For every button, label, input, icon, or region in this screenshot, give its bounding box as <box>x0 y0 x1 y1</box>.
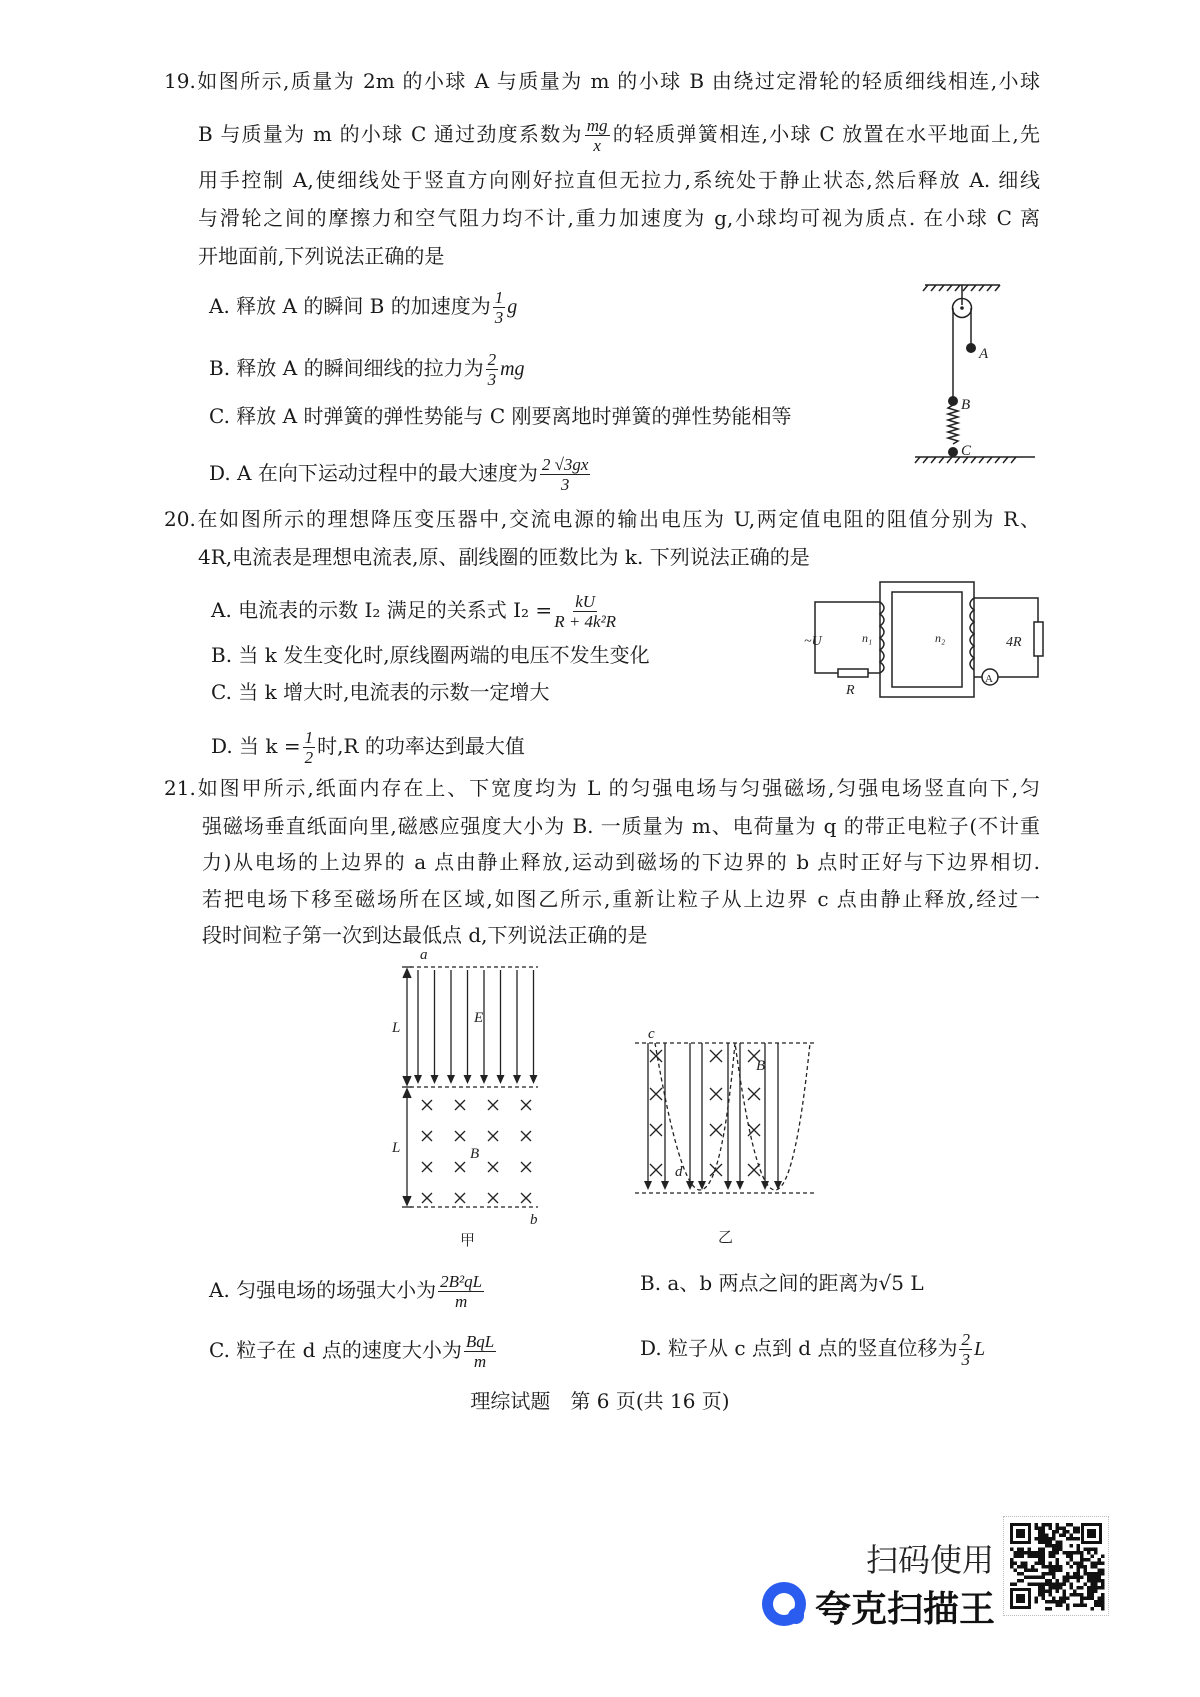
q21-line4: 若把电场下移至磁场所在区域,如图乙所示,重新让粒子从上边界 c 点由静止释放,经过一 <box>202 887 1040 911</box>
q19-option-d: D. A 在向下运动过程中的最大速度为 $\frac{2 √3gx}{3}$ <box>209 455 589 494</box>
arrowhead <box>530 1075 538 1084</box>
magnetic-cross <box>650 1124 662 1136</box>
svg-text:n₁: n₁ <box>862 631 873 645</box>
q20-option-a: A. 电流表的示数 I₂ 满足的关系式 I₂ = $\frac{kU}{\text{R + 4k²R}}$ <box>211 592 617 631</box>
qr-code-icon[interactable] <box>1003 1516 1109 1616</box>
q21-line5: 段时间粒子第一次到达最低点 d,下列说法正确的是 <box>202 923 648 947</box>
magnetic-cross <box>748 1088 760 1100</box>
arrowhead <box>736 1181 744 1190</box>
q21-option-a: A. 匀强电场的场强大小为 $\frac{\text{2B²qL}}{m}$ <box>209 1272 483 1311</box>
svg-text:c: c <box>648 1026 655 1042</box>
ball-b <box>948 396 958 406</box>
q19-option-b: B. 释放 A 的瞬间细线的拉力为 $\frac{2}{3}$ mg <box>209 350 525 389</box>
q20-transformer-circuit <box>804 580 1045 700</box>
q21-figure-jia <box>390 947 560 1250</box>
ammeter-icon: A <box>985 673 993 685</box>
arrowhead <box>480 1075 488 1084</box>
page-footer: 理综试题 第 6 页(共 16 页) <box>470 1389 730 1413</box>
svg-text:b: b <box>530 1212 538 1228</box>
svg-text:a: a <box>420 947 428 963</box>
svg-text:乙: 乙 <box>718 1228 734 1246</box>
q21-option-d: D. 粒子从 c 点到 d 点的竖直位移为 $\frac{2}{3}$ L <box>640 1330 986 1369</box>
scan-label: 扫码使用 <box>866 1541 995 1579</box>
fraction: $\frac{mg}{x}$ <box>586 116 608 155</box>
q21-line1: 21.如图甲所示,纸面内存在上、下宽度均为 L 的匀强电场与匀强磁场,匀强电场竖直向下,匀 <box>164 776 1040 800</box>
magnetic-cross <box>455 1131 465 1141</box>
svg-text:n₂: n₂ <box>935 631 946 645</box>
q20-option-d: D. 当 k = $\frac{1}{2}$ 时,R 的功率达到最大值 <box>211 728 525 767</box>
arrowhead <box>724 1181 732 1190</box>
magnetic-cross <box>521 1100 531 1110</box>
q20-line2: 4R,电流表是理想电流表,原、副线圈的匝数比为 k. 下列说法正确的是 <box>198 545 810 569</box>
magnetic-cross <box>650 1164 662 1176</box>
q19-line1: 19.如图所示,质量为 2m 的小球 A 与质量为 m 的小球 B 由绕过定滑轮的轻质细线相连,小球 <box>164 69 1040 93</box>
svg-text:~U: ~U <box>804 634 822 649</box>
arrowhead <box>513 1075 521 1084</box>
ball-a <box>966 343 976 353</box>
svg-text:R: R <box>846 683 855 698</box>
magnetic-cross <box>488 1131 498 1141</box>
arrowhead <box>661 1181 669 1190</box>
svg-text:B: B <box>756 1058 766 1074</box>
q20-line1: 20.在如图所示的理想降压变压器中,交流电源的输出电压为 U,两定值电阻的阻值分别为 R、 <box>164 507 1040 531</box>
magnetic-cross <box>748 1164 760 1176</box>
magnetic-cross <box>710 1088 722 1100</box>
magnetic-cross <box>521 1193 531 1203</box>
q21-line2: 强磁场垂直纸面向里,磁感应强度大小为 B. 一质量为 m、电荷量为 q 的带正电粒子(不计重 <box>202 814 1040 838</box>
magnetic-cross <box>422 1193 432 1203</box>
q19-line3: 用手控制 A,使细线处于竖直方向刚好拉直但无拉力,系统处于静止状态,然后释放 A. 细线 <box>198 168 1040 192</box>
magnetic-cross <box>710 1124 722 1136</box>
magnetic-cross <box>650 1088 662 1100</box>
arrowhead <box>464 1075 472 1084</box>
magnetic-cross <box>521 1162 531 1172</box>
q19-option-a: A. 释放 A 的瞬间 B 的加速度为 $\frac{1}{3}$ g <box>209 288 518 327</box>
svg-text:L: L <box>392 1020 401 1036</box>
q19-line4: 与滑轮之间的摩擦力和空气阻力均不计,重力加速度为 g,小球均可视为质点. 在小球 C 离 <box>198 206 1040 230</box>
arrowhead <box>774 1181 782 1190</box>
q21-figure-yi <box>630 1026 820 1250</box>
svg-text:B: B <box>470 1146 480 1162</box>
ball-c <box>948 447 958 457</box>
magnetic-cross <box>488 1162 498 1172</box>
svg-text:甲: 甲 <box>460 1231 476 1249</box>
brand-name: 夸克扫描王 <box>815 1589 996 1630</box>
magnetic-cross <box>710 1050 722 1062</box>
q19-option-c: C. 释放 A 时弹簧的弹性势能与 C 刚要离地时弹簧的弹性势能相等 <box>209 404 792 428</box>
magnetic-cross <box>422 1100 432 1110</box>
magnetic-cross <box>455 1162 465 1172</box>
magnetic-cross <box>521 1131 531 1141</box>
q19-line2: B 与质量为 m 的小球 C 通过劲度系数为 $\frac{mg}{x}$ 的轻质弹簧相连,小球 C 放置在水平地面上,先 <box>198 116 1040 155</box>
magnetic-cross <box>488 1193 498 1203</box>
svg-text:A: A <box>979 346 989 362</box>
svg-text:L: L <box>392 1140 401 1156</box>
q19-pulley-figure <box>910 275 1050 465</box>
quark-logo-icon <box>762 1582 806 1626</box>
q21-option-c: C. 粒子在 d 点的速度大小为 $\frac{\text{BqL}}{m}$ <box>209 1332 495 1371</box>
arrowhead <box>414 1075 422 1084</box>
svg-text:4R: 4R <box>1006 635 1022 650</box>
magnetic-cross <box>455 1100 465 1110</box>
magnetic-cross <box>710 1164 722 1176</box>
arrowhead <box>497 1075 505 1084</box>
q19-line5: 开地面前,下列说法正确的是 <box>198 244 445 268</box>
magnetic-cross <box>488 1100 498 1110</box>
q21-option-b: B. a、b 两点之间的距离为√5 L <box>640 1271 924 1295</box>
arrowhead <box>644 1181 652 1190</box>
svg-text:d: d <box>675 1164 683 1180</box>
svg-text:E: E <box>474 1010 484 1026</box>
magnetic-cross <box>422 1131 432 1141</box>
magnetic-cross <box>455 1193 465 1203</box>
q20-option-c: C. 当 k 增大时,电流表的示数一定增大 <box>211 680 550 704</box>
svg-text:C: C <box>961 443 972 459</box>
q20-option-b: B. 当 k 发生变化时,原线圈两端的电压不发生变化 <box>211 643 650 667</box>
arrowhead <box>431 1075 439 1084</box>
q21-line3: 力)从电场的上边界的 a 点由静止释放,运动到磁场的下边界的 b 点时正好与下边界相切. <box>202 850 1040 874</box>
magnetic-cross <box>422 1162 432 1172</box>
svg-text:B: B <box>961 397 971 413</box>
arrowhead <box>447 1075 455 1084</box>
